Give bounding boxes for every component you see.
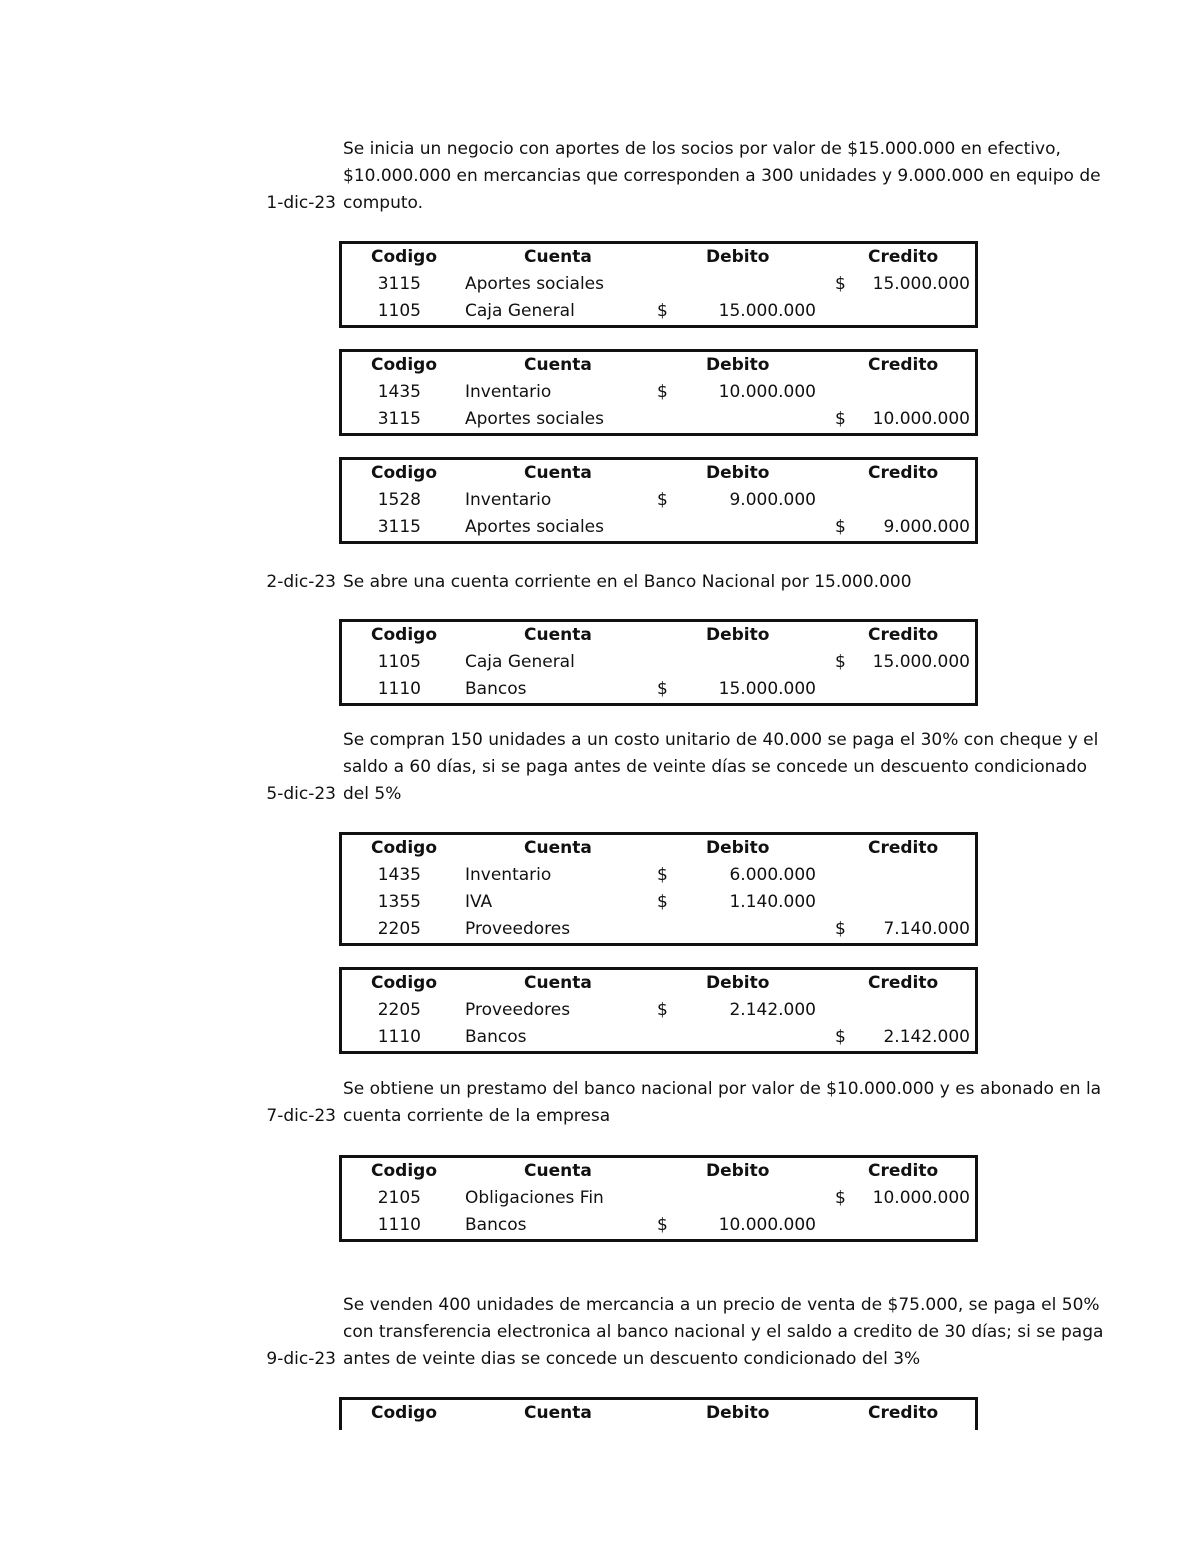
entry-date: 7-dic-23 [266,1106,336,1126]
header-credit: Credito [868,973,939,993]
header-account: Cuenta [524,355,592,375]
journal-table [339,349,978,436]
header-code: Codigo [371,247,437,267]
header-account: Cuenta [524,838,592,858]
account-name: Bancos [465,1027,527,1047]
credit-amount: 2.142.000 [883,1027,970,1047]
account-name: Bancos [465,679,527,699]
currency-symbol: $ [835,1188,846,1208]
currency-symbol: $ [835,1027,846,1047]
account-name: Caja General [465,652,575,672]
account-code: 1528 [377,490,421,510]
account-code: 3115 [377,517,421,537]
journal-table [339,1155,978,1242]
entry-description: Se obtiene un prestamo del banco nacional por valor de $10.000.000 y es abonado en la cuenta corriente de la empresa [343,1079,1102,1126]
debit-amount: 9.000.000 [729,490,816,510]
entry-description: Se compran 150 unidades a un costo unitario de 40.000 se paga el 30% con cheque y el saldo a 60 días, si se paga antes de veinte días se concede un descuento condicionado del 5% [343,730,1099,804]
currency-symbol: $ [835,409,846,429]
header-account: Cuenta [524,625,592,645]
table-header [342,460,975,487]
header-debit: Debito [706,838,770,858]
table-header [342,1158,975,1185]
table-row [342,487,975,514]
credit-amount: 15.000.000 [872,652,970,672]
entry-description: Se venden 400 unidades de mercancia a un precio de venta de $75.000, se paga el 50% con transferencia electronica al banco nacional y el saldo a credito de 30 días; si se paga antes de veinte dias se concede un descuento condicionado del 3% [343,1295,1104,1369]
journal-table [339,832,978,946]
table-header [342,622,975,649]
table-header [342,1400,975,1427]
account-code: 2205 [377,919,421,939]
header-debit: Debito [706,247,770,267]
header-code: Codigo [371,1403,437,1423]
currency-symbol: $ [657,382,668,402]
debit-amount: 1.140.000 [729,892,816,912]
header-credit: Credito [868,463,939,483]
table-row [342,1212,975,1239]
header-debit: Debito [706,1161,770,1181]
account-code: 3115 [377,409,421,429]
header-account: Cuenta [524,1403,592,1423]
account-code: 3115 [377,274,421,294]
entry-description: Se inicia un negocio con aportes de los socios por valor de $15.000.000 en efectivo, $10.000.000 en mercancias que corresponden a 300 unidades y 9.000.000 en equipo de computo. [343,139,1101,213]
header-code: Codigo [371,973,437,993]
table-header [342,835,975,862]
table-row [342,676,975,703]
credit-amount: 9.000.000 [883,517,970,537]
account-name: Inventario [465,865,552,885]
entry-date: 2-dic-23 [266,572,336,592]
header-debit: Debito [706,463,770,483]
entry-date: 1-dic-23 [266,193,336,213]
table-row [342,514,975,541]
header-code: Codigo [371,1161,437,1181]
account-name: Inventario [465,382,552,402]
header-account: Cuenta [524,463,592,483]
account-code: 1435 [377,865,421,885]
currency-symbol: $ [657,301,668,321]
account-name: Inventario [465,490,552,510]
debit-amount: 10.000.000 [718,382,816,402]
account-name: Aportes sociales [465,274,604,294]
journal-table [339,241,978,328]
entry-date: 5-dic-23 [266,784,336,804]
account-code: 1110 [377,679,421,699]
header-code: Codigo [371,355,437,375]
account-name: Aportes sociales [465,517,604,537]
header-credit: Credito [868,625,939,645]
table-header [342,970,975,997]
currency-symbol: $ [835,919,846,939]
table-row [342,1024,975,1051]
header-code: Codigo [371,838,437,858]
credit-amount: 10.000.000 [872,409,970,429]
header-credit: Credito [868,355,939,375]
account-code: 2205 [377,1000,421,1020]
table-header [342,352,975,379]
journal-table [339,1397,978,1430]
header-account: Cuenta [524,247,592,267]
table-row [342,298,975,325]
account-name: IVA [465,892,493,912]
account-code: 2105 [377,1188,421,1208]
table-row [342,916,975,943]
header-debit: Debito [706,355,770,375]
header-credit: Credito [868,1403,939,1423]
table-row [342,271,975,298]
account-name: Bancos [465,1215,527,1235]
header-debit: Debito [706,625,770,645]
header-account: Cuenta [524,1161,592,1181]
currency-symbol: $ [835,274,846,294]
header-credit: Credito [868,838,939,858]
account-name: Aportes sociales [465,409,604,429]
table-row [342,997,975,1024]
account-code: 1110 [377,1215,421,1235]
currency-symbol: $ [657,490,668,510]
debit-amount: 10.000.000 [718,1215,816,1235]
currency-symbol: $ [657,1215,668,1235]
account-code: 1110 [377,1027,421,1047]
table-row [342,649,975,676]
table-row [342,406,975,433]
debit-amount: 2.142.000 [729,1000,816,1020]
currency-symbol: $ [657,679,668,699]
credit-amount: 7.140.000 [883,919,970,939]
currency-symbol: $ [835,517,846,537]
table-row [342,862,975,889]
currency-symbol: $ [835,652,846,672]
header-debit: Debito [706,1403,770,1423]
journal-table [339,457,978,544]
header-code: Codigo [371,463,437,483]
table-row [342,379,975,406]
account-name: Proveedores [465,919,571,939]
entry-description: Se abre una cuenta corriente en el Banco Nacional por 15.000.000 [343,572,912,592]
table-row [342,889,975,916]
account-code: 1435 [377,382,421,402]
account-code: 1355 [377,892,421,912]
account-name: Obligaciones Fin [465,1188,604,1208]
header-credit: Credito [868,247,939,267]
debit-amount: 6.000.000 [729,865,816,885]
currency-symbol: $ [657,892,668,912]
account-name: Proveedores [465,1000,571,1020]
currency-symbol: $ [657,865,668,885]
header-credit: Credito [868,1161,939,1181]
journal-table [339,619,978,706]
entry-date: 9-dic-23 [266,1349,336,1369]
account-code: 1105 [377,652,421,672]
table-row [342,1185,975,1212]
account-name: Caja General [465,301,575,321]
credit-amount: 15.000.000 [872,274,970,294]
journal-table [339,967,978,1054]
debit-amount: 15.000.000 [718,301,816,321]
header-debit: Debito [706,973,770,993]
debit-amount: 15.000.000 [718,679,816,699]
header-code: Codigo [371,625,437,645]
header-account: Cuenta [524,973,592,993]
table-header [342,244,975,271]
currency-symbol: $ [657,1000,668,1020]
credit-amount: 10.000.000 [872,1188,970,1208]
account-code: 1105 [377,301,421,321]
